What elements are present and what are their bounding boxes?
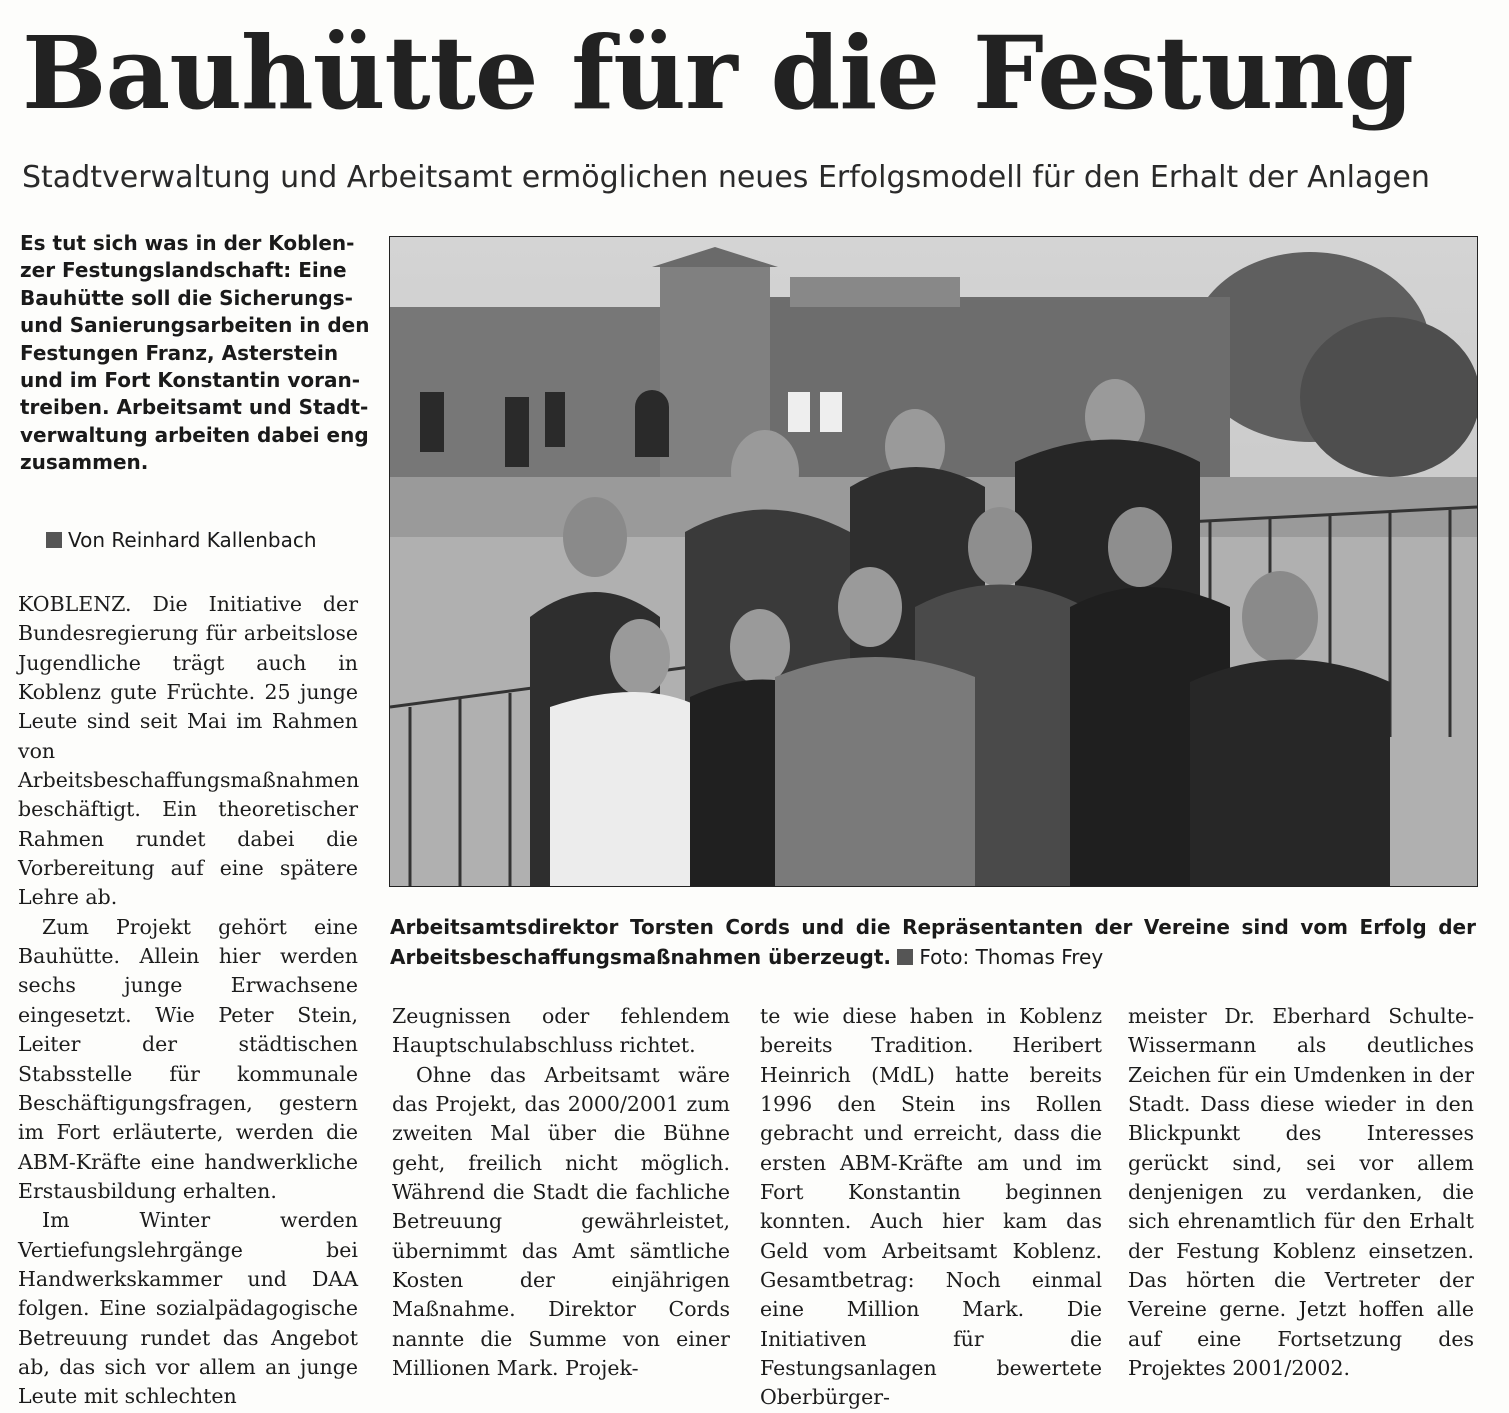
lead-line: Bauhütte soll die Sicherungs- (20, 285, 353, 310)
subheadline: Stadtverwaltung und Arbeitsamt ermöglichen neues Erfolgsmodell für den Erhalt der Anlagen (22, 160, 1430, 195)
photo-caption (390, 912, 1476, 972)
news-photo (389, 236, 1478, 887)
byline (46, 526, 317, 554)
body-paragraph: Ohne das Arbeitsamt wäre das Projekt, das 2000/2001 zum zweiten Mal über die Bühne geht, freilich nicht möglich. Während die Stadt die fachliche Betreuung gewährleistet, übernimmt das Amt sämtliche Kosten der einjährigen Maßnahme. Direktor Cords nannte die Summe von einer Millionen Mark. Projek- (392, 1062, 730, 1381)
square-bullet-icon (897, 949, 913, 965)
lead-line: und im Fort Konstantin voran- (20, 368, 361, 393)
body-paragraph: Im Winter werden Vertiefungslehrgänge bei Handwerkskammer und DAA folgen. Eine sozialpädagogische Betreuung rundet das Angebot ab, das sich vor allem an junge Leute mit schlechten (18, 1208, 358, 1409)
square-bullet-icon (46, 532, 62, 548)
lead-line: zer Festungslandschaft: Eine (20, 258, 347, 283)
body-column-4 (1128, 1002, 1474, 1383)
headline: Bauhütte für die Festung (22, 14, 1413, 132)
body-paragraph: te wie diese haben in Koblenz bereits Tradition. Heribert Heinrich (MdL) hatte bereits 1996 den Stein ins Rollen gebracht und erreicht, dass die ersten ABM-Kräfte am und im Fort Konstantin beginnen konnten. Auch hier kam das Geld vom Arbeitsamt Koblenz. Gesamtbetrag: Noch einmal eine Million Mark. Die Initiativen für die Festungsanlagen bewertete Oberbürger- (760, 1004, 1102, 1410)
lead-line: treiben. Arbeitsamt und Stadt- (20, 395, 369, 420)
caption-text: Arbeitsamtsdirektor Torsten Cords und die Repräsentanten der Vereine sind vom Erfolg der Arbeitsbeschaffungsmaßnahmen überzeugt. (390, 915, 1476, 969)
body-paragraph: KOBLENZ. Die Initiative der Bundesregierung für arbeitslose Jugendliche trägt auch in Koblenz gute Früchte. 25 junge Leute sind seit Mai im Rahmen von Arbeitsbeschaffungsmaßnahmen beschäftigt. Ein theoretischer Rahmen rundet dabei die Vorbereitung auf eine spätere Lehre ab. (18, 592, 360, 910)
body-paragraph: Zeugnissen oder fehlendem Hauptschulabschluss richtet. (392, 1004, 730, 1058)
body-column-2 (392, 1002, 730, 1383)
lead-paragraph (20, 230, 370, 477)
body-column-1 (18, 590, 358, 1412)
photo-credit: Foto: Thomas Frey (919, 945, 1104, 969)
lead-line: Festungen Franz, Asterstein (20, 340, 339, 365)
body-paragraph: meister Dr. Eberhard Schulte-Wissermann als deutliches Zeichen für ein Umdenken in der Stadt. Dass diese wieder in den Blickpunkt des Interesses gerückt sind, sei vor allem denjenigen zu verdanken, die sich ehrenamtlich für den Erhalt der Festung Koblenz einsetzen. Das hörten die Vertreter der Vereine gerne. Jetzt hoffen alle auf eine Fortsetzung des Projektes 2001/2002. (1128, 1004, 1474, 1381)
body-paragraph: Zum Projekt gehört eine Bauhütte. Allein hier werden sechs junge Erwachsene eingesetzt. Wie Peter Stein, Leiter der städtischen Stabsstelle für kommunale Beschäftigungsfragen, gestern im Fort erläuterte, werden die ABM-Kräfte eine handwerkliche Erstausbildung erhalten. (18, 914, 358, 1203)
lead-line: zusammen. (20, 450, 149, 475)
lead-line: verwaltung arbeiten dabei eng (20, 422, 369, 447)
group-photo-image (390, 237, 1477, 886)
lead-line: und Sanierungsarbeiten in den (20, 313, 370, 338)
body-column-3 (760, 1002, 1102, 1413)
lead-line: Es tut sich was in der Koblen- (20, 231, 355, 255)
byline-text: Von Reinhard Kallenbach (68, 528, 317, 552)
